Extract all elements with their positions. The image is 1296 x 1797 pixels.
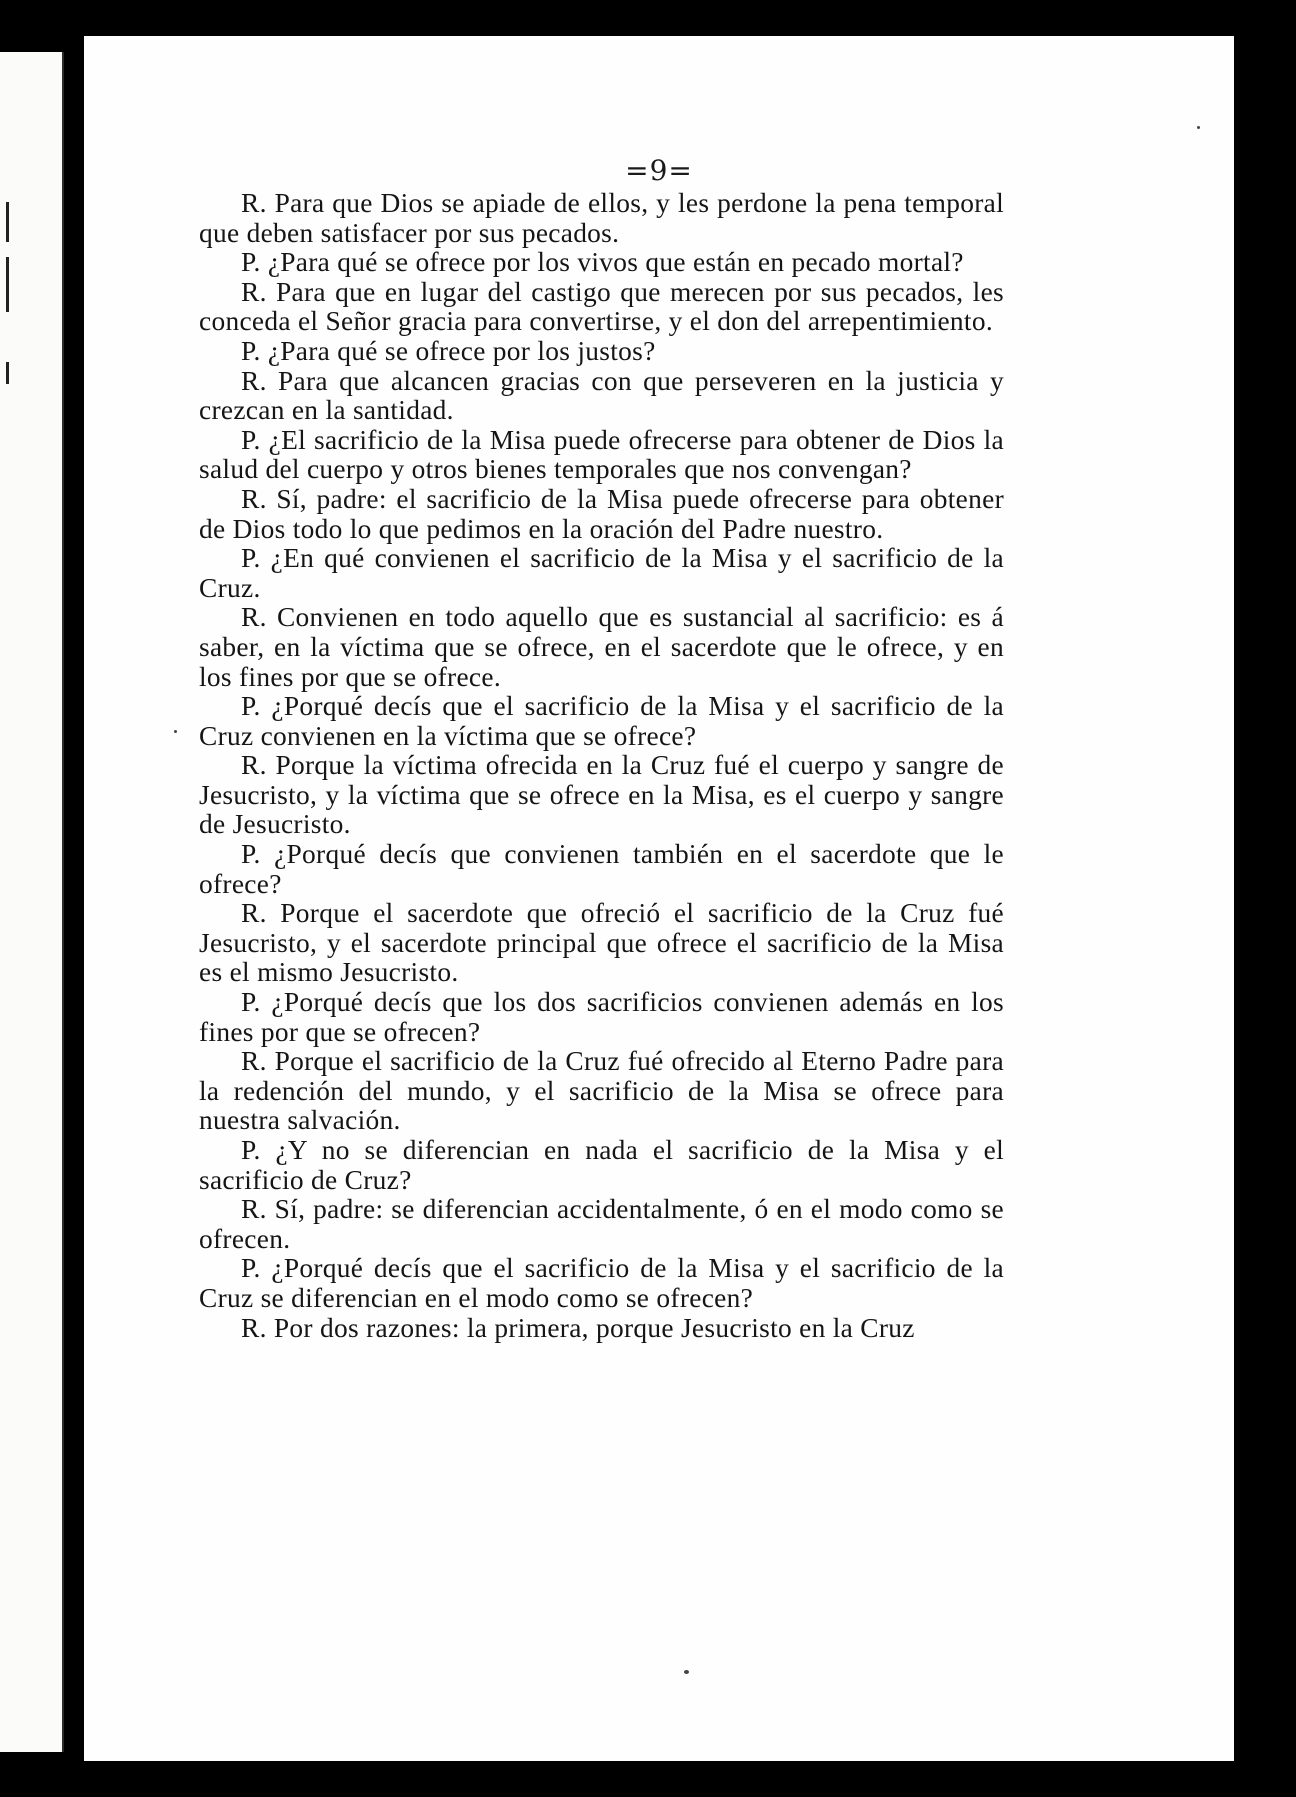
speaker-label: P. [241, 839, 261, 870]
speaker-label: R. [241, 276, 267, 307]
catechism-text [199, 189, 1004, 1343]
speaker-label: R. [241, 1046, 267, 1077]
paragraph-text: Porque la víctima ofrecida en la Cruz fué el cuerpo y sangre de Jesucristo, y la víctima que se ofrece en la Misa, es el cuerpo y sangre de Jesucristo. [199, 750, 1004, 840]
speaker-label: R. [241, 602, 267, 633]
dialogue-paragraph [199, 1254, 1004, 1313]
dialogue-paragraph [199, 485, 1004, 544]
paragraph-text: ¿Porqué decís que el sacrificio de la Misa y el sacrificio de la Cruz se diferencian en el modo como se ofrecen? [199, 1253, 1004, 1313]
edge-mark [6, 202, 9, 242]
paragraph-text: ¿Porqué decís que los dos sacrificios convienen además en los fines por que se ofrecen? [199, 987, 1005, 1047]
dialogue-paragraph [199, 751, 1004, 840]
speaker-label: P. [241, 987, 261, 1018]
dialogue-paragraph [199, 603, 1004, 692]
speaker-label: R. [241, 188, 267, 218]
speaker-label: R. [241, 483, 267, 514]
paragraph-text: Por dos razones: la primera, porque Jesucristo en la Cruz [273, 1312, 915, 1343]
edge-mark [6, 362, 9, 384]
scan-speck [684, 1670, 689, 1674]
paragraph-text: Para que alcancen gracias con que perseveren en la justicia y crezcan en la santidad. [199, 365, 1004, 426]
paragraph-text: Sí, padre: el sacrificio de la Misa puede ofrecerse para obtener de Dios todo lo que pedimos en la oración del Padre nuestro. [199, 483, 1004, 544]
dialogue-paragraph [199, 692, 1004, 751]
speaker-label: P. [241, 1253, 261, 1284]
paragraph-text: ¿Porqué decís que el sacrificio de la Misa y el sacrificio de la Cruz convienen en la víctima que se ofrece? [199, 691, 1004, 751]
facing-page-edge [0, 52, 64, 1752]
dialogue-paragraph [199, 248, 1004, 278]
paragraph-text: ¿El sacrificio de la Misa puede ofrecerse para obtener de Dios la salud del cuerpo y otros bienes temporales que nos convengan? [199, 424, 1004, 485]
speaker-label: R. [241, 750, 267, 781]
dialogue-paragraph [199, 426, 1004, 485]
speaker-label: R. [241, 898, 267, 929]
dialogue-paragraph [199, 1314, 1004, 1344]
book-page [84, 36, 1234, 1761]
dialogue-paragraph [199, 840, 1004, 899]
dialogue-paragraph [199, 1136, 1004, 1195]
paragraph-text: ¿En qué convienen el sacrificio de la Misa y el sacrificio de la Cruz. [199, 543, 1004, 603]
paragraph-text: Porque el sacrificio de la Cruz fué ofrecido al Eterno Padre para la redención del mundo, y el sacrificio de la Misa se ofrece para nuestra salvación. [199, 1046, 1004, 1136]
dialogue-paragraph [199, 337, 1004, 367]
speaker-label: P. [241, 247, 261, 278]
scan-speck [1197, 126, 1200, 129]
dialogue-paragraph [199, 899, 1004, 988]
edge-mark [6, 257, 9, 312]
dialogue-paragraph [199, 988, 1004, 1047]
speaker-label: R. [241, 1312, 267, 1343]
scan-speck [174, 730, 177, 733]
speaker-label: P. [241, 691, 261, 722]
page-number: =9= [625, 154, 693, 187]
speaker-label: P. [241, 424, 261, 455]
paragraph-text: Para que Dios se apiade de ellos, y les perdone la pena temporal que deben satisfacer por sus pecados. [199, 188, 1005, 248]
paragraph-text: Porque el sacerdote que ofreció el sacrificio de la Cruz fué Jesucristo, y el sacerdote principal que ofrece el sacrificio de la Misa es el mismo Jesucristo. [199, 898, 1004, 988]
paragraph-text: Para que en lugar del castigo que merecen por sus pecados, les conceda el Señor gracia para convertirse, y el don del arrepentimiento. [199, 276, 1004, 337]
speaker-label: R. [241, 1194, 267, 1225]
paragraph-text: ¿Para qué se ofrece por los vivos que están en pecado mortal? [267, 247, 964, 278]
paragraph-text: Sí, padre: se diferencian accidentalmente, ó en el modo como se ofrecen. [199, 1194, 1004, 1254]
speaker-label: R. [241, 365, 267, 396]
speaker-label: P. [241, 1135, 261, 1165]
dialogue-paragraph [199, 1047, 1004, 1136]
paragraph-text: ¿Porqué decís que convienen también en el sacerdote que le ofrece? [199, 839, 1005, 899]
speaker-label: P. [241, 335, 261, 366]
paragraph-text: ¿Y no se diferencian en nada el sacrificio de la Misa y el sacrificio de Cruz? [199, 1135, 1004, 1195]
dialogue-paragraph [199, 1195, 1004, 1254]
dialogue-paragraph [199, 367, 1004, 426]
dialogue-paragraph [199, 278, 1004, 337]
paragraph-text: ¿Para qué se ofrece por los justos? [267, 335, 656, 366]
speaker-label: P. [241, 543, 261, 574]
paragraph-text: Convienen en todo aquello que es sustancial al sacrificio: es á saber, en la víctima que se ofrece, en el sacerdote que le ofrece, y en los fines por que se ofrece. [199, 602, 1004, 692]
dialogue-paragraph [199, 544, 1004, 603]
dialogue-paragraph [199, 189, 1004, 248]
